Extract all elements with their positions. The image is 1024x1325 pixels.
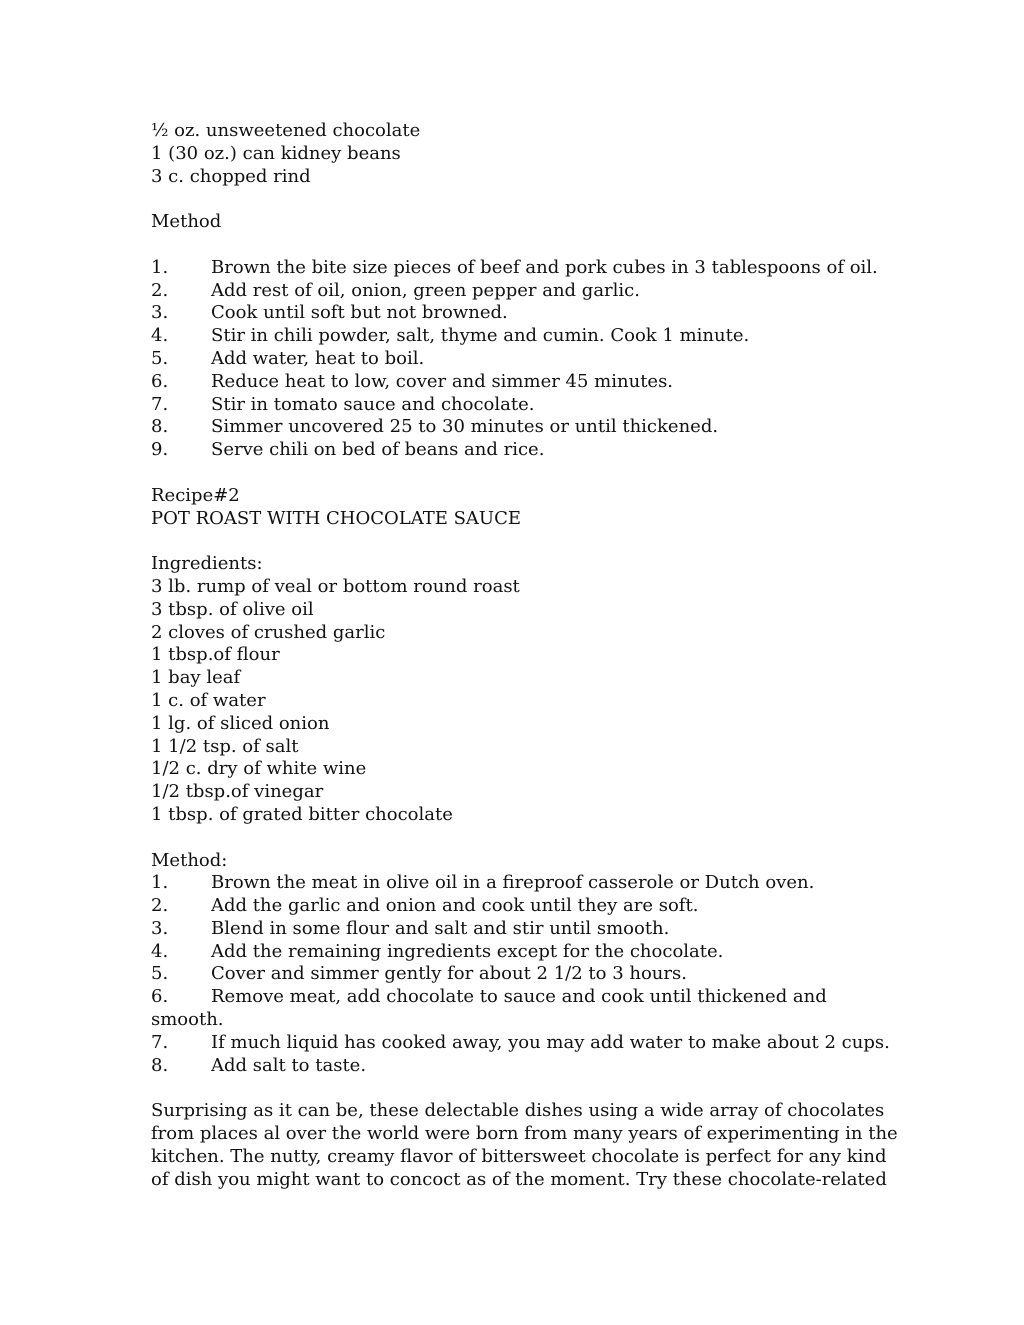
ingredient-line: 1/2 c. dry of white wine	[151, 758, 367, 780]
step-number: 5.	[151, 347, 169, 369]
step-number: 1.	[151, 872, 169, 894]
step-text: Simmer uncovered 25 to 30 minutes or until thickened.	[211, 416, 719, 438]
method-step	[151, 895, 881, 918]
method-step	[151, 439, 881, 462]
ingredient-line: 1 tbsp. of grated bitter chocolate	[151, 803, 453, 825]
ingredient-line: 1 c. of water	[151, 689, 266, 711]
ingredient-line: 1 tbsp.of flour	[151, 644, 280, 666]
ingredient-line: 3 c. chopped rind	[151, 165, 311, 187]
method-steps-1	[151, 257, 881, 462]
method-step	[151, 348, 881, 371]
step-number: 1.	[151, 256, 169, 278]
method-step	[151, 257, 881, 280]
step-text: Add the garlic and onion and cook until they are soft.	[211, 895, 699, 917]
method-step	[151, 371, 881, 394]
step-number: 7.	[151, 1031, 169, 1053]
method-step	[151, 280, 881, 303]
spacer	[151, 234, 881, 257]
paragraph-line: Surprising as it can be, these delectable dishes using a wide array of chocolates	[151, 1100, 885, 1122]
step-text: Add water, heat to boil.	[211, 347, 425, 369]
step-number: 2.	[151, 895, 169, 917]
method-heading: Method:	[151, 849, 228, 871]
ingredients-heading: Ingredients:	[151, 553, 263, 575]
step-number: 4.	[151, 325, 169, 347]
paragraph-line: of dish you might want to concoct as of the moment. Try these chocolate-related	[151, 1168, 887, 1190]
ingredient-line: 1 (30 oz.) can kidney beans	[151, 142, 401, 164]
ingredient-line: ½ oz. unsweetened chocolate	[151, 120, 421, 141]
method-step	[151, 986, 881, 1009]
step-text: Cover and simmer gently for about 2 1/2 to 3 hours.	[211, 963, 687, 985]
step-text: Stir in chili powder, salt, thyme and cumin. Cook 1 minute.	[211, 325, 750, 347]
step-text: Remove meat, add chocolate to sauce and cook until thickened and	[211, 986, 827, 1008]
ingredient-line: 3 lb. rump of veal or bottom round roast	[151, 575, 520, 597]
step-number: 9.	[151, 439, 169, 461]
step-text: Add the remaining ingredients except for the chocolate.	[211, 940, 724, 962]
step-number: 8.	[151, 416, 169, 438]
method-step	[151, 1031, 890, 1055]
spacer	[151, 462, 881, 485]
spacer	[151, 530, 881, 553]
method-step	[151, 325, 881, 348]
step-number: 6.	[151, 986, 169, 1008]
document-page	[151, 120, 898, 1191]
method-step	[151, 394, 881, 417]
ingredient-line: 3 tbsp. of olive oil	[151, 598, 314, 620]
method-step-wrapped	[151, 986, 881, 1032]
paragraph-line: kitchen. The nutty, creamy flavor of bittersweet chocolate is perfect for any kind	[151, 1145, 887, 1167]
step-number: 2.	[151, 279, 169, 301]
recipe-label: Recipe#2	[151, 484, 240, 506]
spacer	[151, 1077, 881, 1100]
step-number: 4.	[151, 940, 169, 962]
step-text: Brown the meat in olive oil in a fireproof casserole or Dutch oven.	[211, 872, 815, 894]
step-text: Serve chili on bed of beans and rice.	[211, 439, 545, 461]
step-text: Stir in tomato sauce and chocolate.	[211, 393, 535, 415]
method-step	[151, 941, 881, 964]
recipe-title: POT ROAST WITH CHOCOLATE SAUCE	[151, 507, 522, 529]
spacer	[151, 188, 881, 211]
step-text: If much liquid has cooked away, you may add water to make about 2 cups.	[211, 1031, 890, 1053]
step-number: 6.	[151, 370, 169, 392]
ingredient-line: 2 cloves of crushed garlic	[151, 621, 386, 643]
paragraph-line: from places al over the world were born from many years of experimenting in the	[151, 1123, 898, 1145]
step-number: 5.	[151, 963, 169, 985]
step-number: 3.	[151, 302, 169, 324]
method-step	[151, 918, 881, 941]
ingredient-line: 1/2 tbsp.of vinegar	[151, 781, 324, 803]
method-step	[151, 416, 881, 439]
step-text: Blend in some flour and salt and stir until smooth.	[211, 917, 670, 939]
step-text: Cook until soft but not browned.	[211, 302, 508, 324]
method-step	[151, 963, 881, 986]
step-text: Add rest of oil, onion, green pepper and garlic.	[211, 279, 640, 301]
method-steps-2	[151, 872, 890, 1077]
method-step	[151, 302, 881, 325]
ingredient-line: 1 bay leaf	[151, 667, 241, 689]
method-step	[151, 1055, 881, 1078]
ingredient-list-1	[151, 120, 881, 188]
ingredient-list-2	[151, 576, 881, 827]
ingredient-line: 1 lg. of sliced onion	[151, 712, 330, 734]
step-number: 7.	[151, 393, 169, 415]
step-continuation: smooth.	[151, 1009, 224, 1031]
closing-paragraph	[151, 1100, 898, 1191]
method-heading: Method	[151, 211, 222, 233]
step-text: Add salt to taste.	[211, 1054, 367, 1076]
step-text: Brown the bite size pieces of beef and pork cubes in 3 tablespoons of oil.	[211, 256, 878, 278]
method-step	[151, 872, 881, 895]
ingredient-line: 1 1/2 tsp. of salt	[151, 735, 299, 757]
step-text: Reduce heat to low, cover and simmer 45 minutes.	[211, 370, 674, 392]
step-number: 8.	[151, 1054, 169, 1076]
step-number: 3.	[151, 917, 169, 939]
spacer	[151, 827, 881, 850]
